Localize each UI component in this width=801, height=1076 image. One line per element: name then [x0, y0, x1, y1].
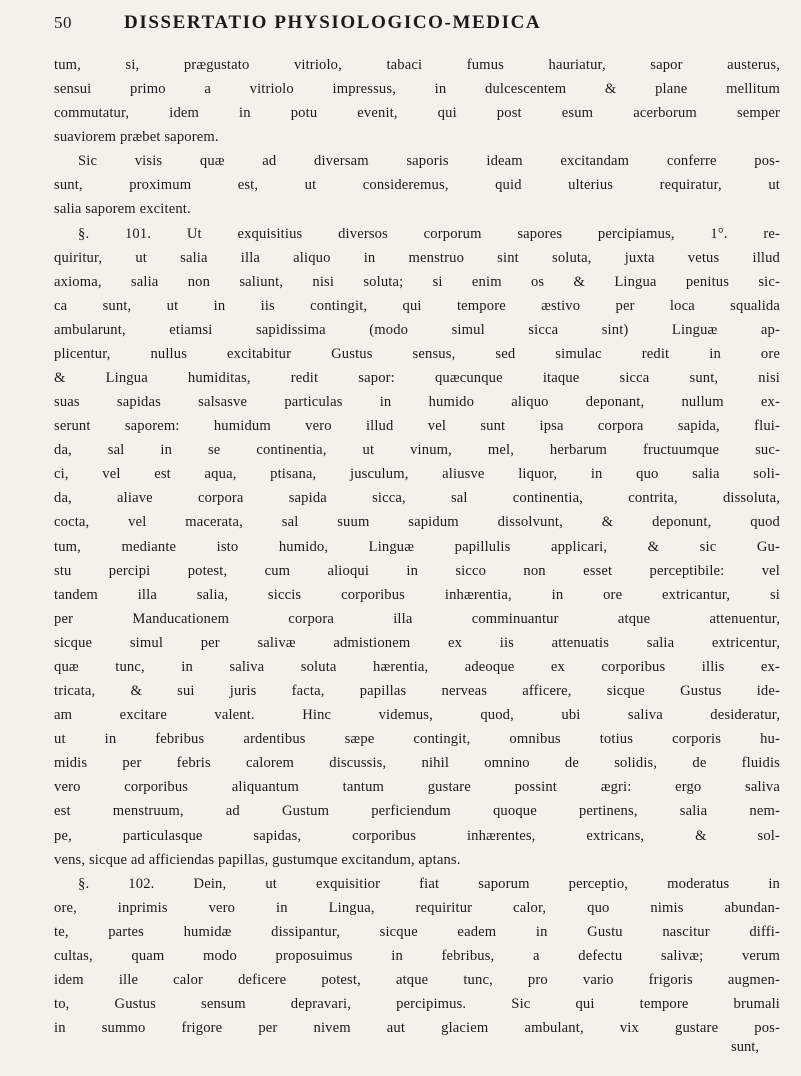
text-line: suaviorem præbet saporem. [54, 129, 219, 146]
text-line: da, sal in se continentia, ut vinum, mel, herbarum fructuumque suc- [54, 442, 780, 459]
text-line: ca sunt, ut in iis contingit, qui tempore æstivo per loca squalida [54, 297, 780, 314]
text-line: tum, mediante isto humido, Linguæ papillulis applicari, & sic Gu- [54, 538, 780, 555]
text-line: tricata, & sui juris facta, papillas nerveas afficere, sicque Gustus ide- [54, 683, 780, 700]
text-line: vero corporibus aliquantum tantum gustare possint ægri: ergo saliva [54, 779, 780, 796]
text-line: da, aliave corpora sapida sicca, sal continentia, contrita, dissoluta, [54, 490, 780, 507]
text-line: midis per febris calorem discussis, nihil omnino de solidis, de fluidis [54, 755, 780, 772]
catchword: sunt, [731, 1039, 759, 1055]
text-line: Sic visis quæ ad diversam saporis ideam excitandam conferre pos- [78, 153, 780, 170]
text-line: te, partes humidæ dissipantur, sicque eadem in Gustu nascitur diffi- [54, 923, 780, 940]
text-line: stu percipi potest, cum alioqui in sicco non esset perceptibile: vel [54, 562, 780, 579]
text-line: cultas, quam modo proposuimus in febribus, a defectu salivæ; verum [54, 947, 780, 964]
text-line: est menstruum, ad Gustum perficiendum quoque pertinens, salia nem- [54, 803, 780, 820]
text-line: commutatur, idem in potu evenit, qui post esum acerborum semper [54, 105, 780, 122]
text-line: quiritur, ut salia illa aliquo in menstruo sint soluta, juxta vetus illud [54, 249, 780, 266]
text-line: cocta, vel macerata, sal suum sapidum dissolvunt, & deponunt, quod [54, 514, 780, 531]
text-line: sunt, proximum est, ut consideremus, quid ulterius requiratur, ut [54, 177, 780, 194]
text-line: pe, particulasque sapidas, corporibus inhærentes, extricans, & sol- [54, 827, 780, 844]
text-line: plicentur, nullus excitabitur Gustus sensus, sed simulac redit in ore [54, 345, 780, 362]
page-header [54, 12, 781, 51]
text-line: tum, si, prægustato vitriolo, tabaci fumus hauriatur, sapor austerus, [54, 57, 780, 73]
text-line: axioma, salia non saliunt, nisi soluta; si enim os & Lingua penitus sic- [54, 273, 780, 290]
text-line: ore, inprimis vero in Lingua, requiritur calor, quo nimis abundan- [54, 899, 780, 916]
text-line: suas sapidas salsasve particulas in humido aliquo deponant, nullum ex- [54, 394, 780, 411]
text-line: & Lingua humiditas, redit sapor: quæcunque itaque sicca sunt, nisi [54, 370, 780, 387]
text-line: per Manducationem corpora illa comminuantur atque attenuentur, [54, 610, 780, 627]
text-line: idem ille calor deficere potest, atque tunc, pro vario frigoris augmen- [54, 971, 780, 988]
text-line: salia saporem excitent. [54, 201, 191, 218]
text-line: to, Gustus sensum depravari, percipimus. Sic qui tempore brumali [54, 996, 780, 1013]
text-line: ut in febribus ardentibus sæpe contingit, omnibus totius corporis hu- [54, 731, 780, 748]
text-line: sensui primo a vitriolo impressus, in dulcescentem & plane mellitum [54, 81, 780, 98]
text-line: ci, vel est aqua, ptisana, jusculum, aliusve liquor, in quo salia soli- [54, 466, 780, 483]
text-line: in summo frigore per nivem aut glaciem ambulant, vix gustare pos- [54, 1020, 780, 1037]
text-line: tandem illa salia, siccis corporibus inhærentia, in ore extricantur, si [54, 586, 780, 603]
text-line: vens, sicque ad afficiendas papillas, gustumque excitandum, aptans. [54, 851, 461, 868]
text-line: quæ tunc, in saliva soluta hærentia, adeoque ex corporibus illis ex- [54, 658, 780, 675]
body-text [54, 53, 781, 1040]
page-number: 50 [54, 13, 72, 32]
text-line: §. 102. Dein, ut exquisitior fiat saporum perceptio, moderatus in [78, 875, 780, 892]
text-line: sicque simul per salivæ admistionem ex iis attenuatis salia extricentur, [54, 634, 780, 651]
text-line: ambularunt, etiamsi sapidissima (modo simul sicca sint) Linguæ ap- [54, 321, 780, 338]
text-line: am excitare valent. Hinc videmus, quod, ubi saliva desideratur, [54, 707, 780, 724]
text-line: §. 101. Ut exquisitius diversos corporum sapores percipiamus, 1°. re- [78, 225, 780, 242]
text-line: serunt saporem: humidum vero illud vel sunt ipsa corpora sapida, flui- [54, 418, 780, 435]
running-head: DISSERTATIO PHYSIOLOGICO-MEDICA [124, 12, 542, 33]
